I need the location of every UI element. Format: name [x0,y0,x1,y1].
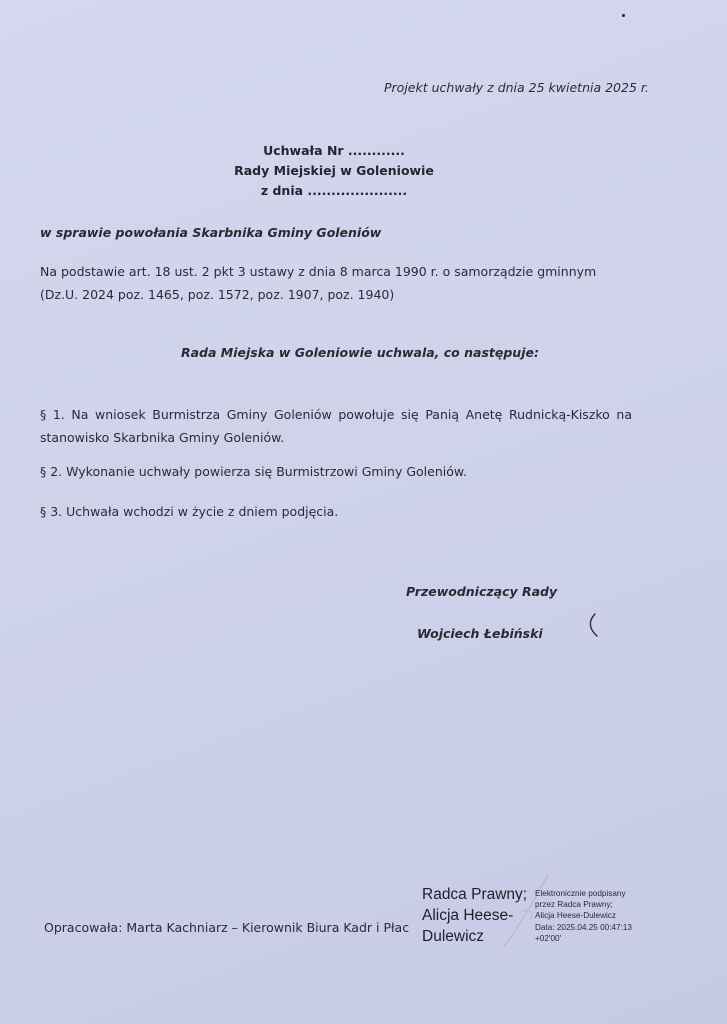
resolution-subject: w sprawie powołania Skarbnika Gminy Goleniów [40,225,382,240]
paper-speck [622,14,625,17]
esign-signer-name: Radca Prawny; Alicja Heese- Dulewicz [422,886,528,945]
resolves-heading: Rada Miejska w Goleniowie uchwala, co następuje: [181,345,539,360]
prepared-by: Opracowała: Marta Kachniarz – Kierownik Biura Kadr i Płac [44,920,410,935]
handwritten-mark [586,612,600,638]
project-date-note: Projekt uchwały z dnia 25 kwietnia 2025 r. [384,80,649,95]
chairman-name: Wojciech Łebiński [417,626,543,641]
chairman-title: Przewodniczący Rady [406,584,558,599]
paragraph-2: § 2. Wykonanie uchwały powierza się Burmistrzowi Gminy Goleniów. [40,464,467,479]
legal-basis-line-1: Na podstawie art. 18 ust. 2 pkt 3 ustawy z dnia 8 marca 1990 r. o samorządzie gminnym [40,264,597,279]
council-name: Rady Miejskiej w Goleniowie [234,163,434,178]
esign-details: Elektronicznie podpisany przez Radca Prawny; Alicja Heese-Dulewicz Data: 2025.04.25 00:47:13 +02'00' [535,889,632,943]
resolution-number: Uchwała Nr ............ [263,143,405,158]
legal-basis-line-2: (Dz.U. 2024 poz. 1465, poz. 1572, poz. 1907, poz. 1940) [40,287,395,302]
paragraph-1: § 1. Na wniosek Burmistrza Gminy Goleniów powołuje się Panią Anetę Rudnicką-Kiszko na stanowisko Skarbnika Gminy Goleniów. [40,407,632,445]
resolution-date: z dnia ..................... [260,183,408,198]
paragraph-3: § 3. Uchwała wchodzi w życie z dniem podjęcia. [40,504,339,519]
